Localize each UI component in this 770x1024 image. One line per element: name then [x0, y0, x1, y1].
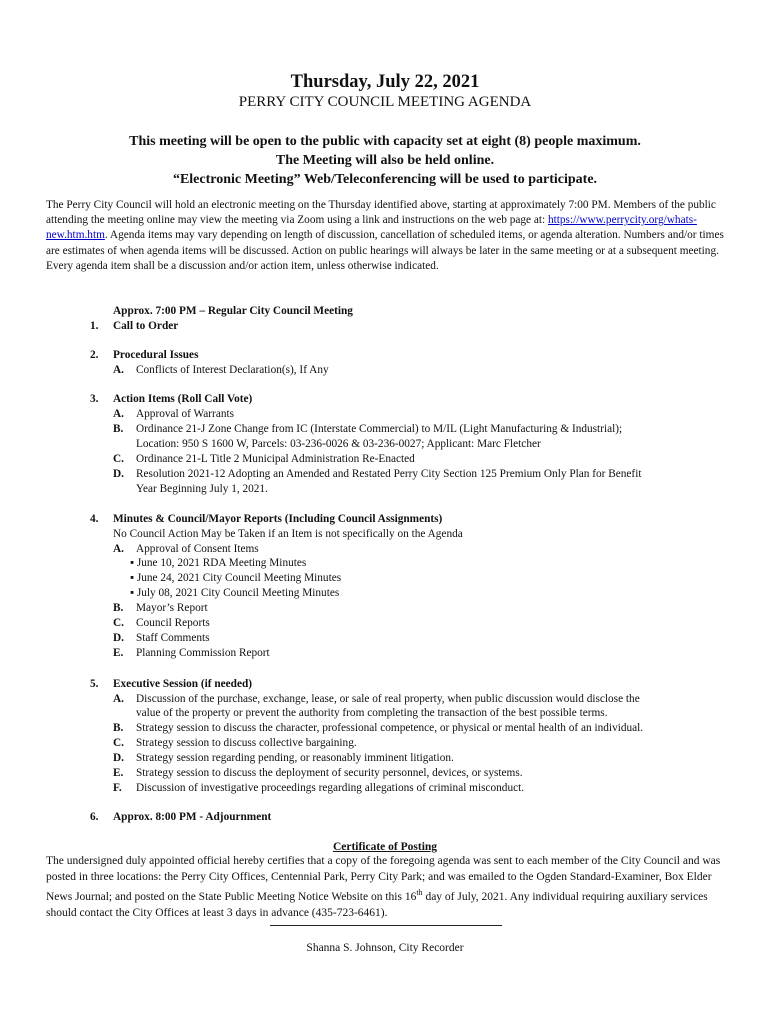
item-executive-session: Executive Session (if needed)	[113, 678, 253, 690]
item-call-to-order: Call to Order	[113, 320, 179, 332]
bullet-text: July 08, 2021 City Council Meeting Minutes	[136, 587, 340, 599]
sub-letter: A.	[113, 364, 124, 376]
sub-item-text-continued: Year Beginning July 1, 2021.	[136, 483, 268, 495]
sub-item-text: Mayor’s Report	[136, 602, 208, 614]
sub-item-text: Resolution 2021-12 Adopting an Amended and Restated Perry City Section 125 Premium Only Plan for Benefit	[136, 468, 642, 480]
sub-item-text: Strategy session to discuss collective bargaining.	[136, 737, 357, 749]
sub-item-text: Strategy session to discuss the character, professional competence, or physical or mental health of an individual.	[136, 722, 644, 734]
signature-line	[270, 925, 502, 926]
intro-paragraph	[46, 198, 730, 274]
sub-item-text: Staff Comments	[136, 632, 210, 644]
item-action-items: Action Items (Roll Call Vote)	[113, 393, 253, 405]
sub-item-text: Strategy session to discuss the deployment of security personnel, devices, or systems.	[136, 767, 523, 779]
certificate-text: The undersigned duly appointed official hereby certifies that a copy of the foregoing agenda was sent to each member of the City Council and was posted in three locations: the Perry City Offices, Centennial Park, Perry City Park; and was emailed to the Ogden Standard-Examiner, Box Elder News Journal; and posted on the State Public Meeting Notice Website on this 16	[46, 855, 721, 904]
certificate-title: Certificate of Posting	[332, 841, 438, 853]
agenda-title: PERRY CITY COUNCIL MEETING AGENDA	[238, 94, 532, 110]
meeting-start-time: Approx. 7:00 PM – Regular City Council Meeting	[113, 305, 353, 317]
sub-letter: A.	[113, 543, 124, 555]
item-number: 3.	[90, 393, 99, 405]
sub-letter: D.	[113, 752, 124, 764]
list-item	[130, 586, 339, 600]
notice-electronic: “Electronic Meeting” Web/Teleconferencing will be used to participate.	[172, 172, 598, 187]
sub-item-text: Discussion of the purchase, exchange, lease, or sale of real property, when public discussion would disclose the	[136, 693, 640, 705]
item-procedural-issues: Procedural Issues	[113, 349, 199, 361]
item-number: 2.	[90, 349, 99, 361]
sub-item-text: Council Reports	[136, 617, 210, 629]
sub-item-text-continued: Location: 950 S 1600 W, Parcels: 03-236-0026 & 03-236-0027; Applicant: Marc Fletcher	[136, 438, 541, 450]
meeting-date: Thursday, July 22, 2021	[290, 72, 480, 92]
sub-letter: A.	[113, 408, 124, 420]
item-adjournment: Approx. 8:00 PM - Adjournment	[113, 811, 272, 823]
bullet-text: June 24, 2021 City Council Meeting Minutes	[136, 572, 342, 584]
sub-letter: D.	[113, 468, 124, 480]
item-number: 4.	[90, 513, 99, 525]
bullet-icon: ▪	[130, 587, 135, 599]
sub-letter: B.	[113, 423, 124, 435]
sub-item-text: Ordinance 21-J Zone Change from IC (Interstate Commercial) to M/IL (Light Manufacturing & Industrial);	[136, 423, 623, 435]
sub-item-text: Approval of Consent Items	[136, 543, 259, 555]
sub-item-text: Discussion of investigative proceedings regarding allegations of criminal misconduct.	[136, 782, 525, 794]
intro-text-continued: . Agenda items may vary depending on length of discussion, cancellation of scheduled items, or agenda alteration. Numbers and/or times are estimates of when agenda items will be discussed. Action on public hearings will always be later in the same meeting or at a subsequent meeting. Every agenda item shall be a discussion and/or action item, unless otherwise indicated.	[46, 229, 724, 272]
intro-text: The Perry City Council will hold an electronic meeting on the Thursday identified above, starting at approximately 7:00 PM. Members of the public attending the meeting online may view the meeting via Zoom using a link and instructions on the web page at:	[46, 199, 716, 227]
sub-item-text: Ordinance 21-L Title 2 Municipal Administration Re-Enacted	[136, 453, 415, 465]
certificate-body	[46, 854, 730, 921]
sub-item-text: Strategy session regarding pending, or reasonably imminent litigation.	[136, 752, 454, 764]
sub-letter: D.	[113, 632, 124, 644]
item-number: 1.	[90, 320, 99, 332]
sub-letter: C.	[113, 453, 124, 465]
sub-letter: B.	[113, 602, 124, 614]
meeting-notice	[0, 132, 770, 189]
sub-item-text: Conflicts of Interest Declaration(s), If Any	[136, 364, 329, 376]
sub-item-text: Approval of Warrants	[136, 408, 235, 420]
notice-capacity: This meeting will be open to the public with capacity set at eight (8) people maximum.	[129, 134, 641, 149]
item-minutes-reports: Minutes & Council/Mayor Reports (Including Council Assignments)	[113, 513, 443, 525]
bullet-text: June 10, 2021 RDA Meeting Minutes	[136, 557, 307, 569]
item-number: 5.	[90, 678, 99, 690]
bullet-icon: ▪	[130, 557, 135, 569]
list-item	[130, 556, 306, 570]
whats-new-link[interactable]: https://www.perrycity.org/whats-new.htm.htm	[46, 214, 697, 242]
sub-letter: E.	[113, 767, 124, 779]
sub-letter: F.	[113, 782, 122, 794]
sub-item-text-continued: value of the property or prevent the authority from completing the transaction of the best possible terms.	[136, 707, 608, 719]
sub-letter: E.	[113, 647, 124, 659]
ordinal-suffix: th	[416, 888, 423, 898]
certificate-text-continued: day of July, 2021. Any individual requiring auxiliary services should contact the City Offices at least 3 days in advance (435-723-6461).	[46, 891, 708, 919]
sub-letter: B.	[113, 722, 124, 734]
notice-online: The Meeting will also be held online.	[275, 153, 495, 168]
bullet-icon: ▪	[130, 572, 135, 584]
sub-item-text: Planning Commission Report	[136, 647, 270, 659]
item-note: No Council Action May be Taken if an Item is not specifically on the Agenda	[113, 528, 463, 540]
sub-letter: A.	[113, 693, 124, 705]
item-number: 6.	[90, 811, 99, 823]
sub-letter: C.	[113, 617, 124, 629]
sub-letter: C.	[113, 737, 124, 749]
list-item	[130, 571, 341, 585]
signature-name: Shanna S. Johnson, City Recorder	[306, 942, 464, 954]
